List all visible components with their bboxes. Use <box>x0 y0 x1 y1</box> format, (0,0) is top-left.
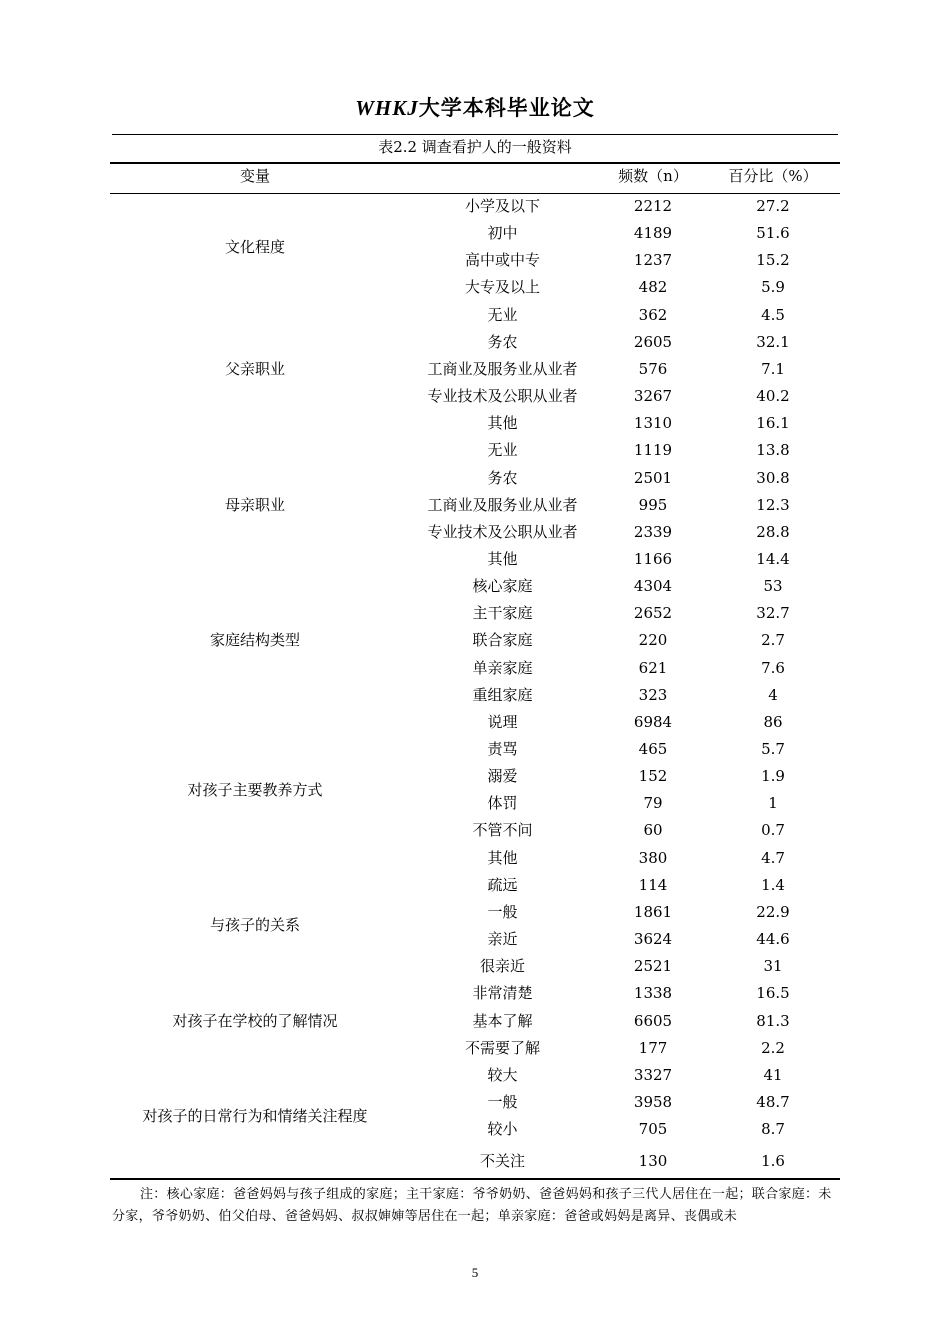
percent-cell: 5.9 <box>761 278 785 297</box>
table-note: 注：核心家庭：爸爸妈妈与孩子组成的家庭；主干家庭：爷爷奶奶、爸爸妈妈和孩子三代人居住在一起；联合家庭：未分家，爷爷奶奶、伯父伯母、爸爸妈妈、叔叔婶婶等居住在一起；单亲家庭：爸爸或妈妈是离异、丧偶或未 <box>112 1187 832 1224</box>
percent-cell: 2.7 <box>761 631 785 650</box>
item-cell: 溺爱 <box>487 767 518 786</box>
item-cell: 务农 <box>487 332 518 351</box>
percent-cell: 22.9 <box>756 902 790 921</box>
item-cell: 说理 <box>487 712 518 731</box>
percent-cell: 0.7 <box>761 821 785 840</box>
frequency-cell: 79 <box>643 794 663 813</box>
percent-cell: 27.2 <box>756 197 790 215</box>
frequency-cell: 1310 <box>633 414 673 433</box>
group-label: 母亲职业 <box>224 495 285 514</box>
percent-cell: 30.8 <box>756 468 790 487</box>
frequency-cell: 1119 <box>633 441 673 460</box>
frequency-cell: 705 <box>638 1120 668 1139</box>
group-label: 对孩子的日常行为和情绪关注程度 <box>142 1106 368 1125</box>
frequency-cell: 323 <box>638 685 668 704</box>
percent-cell: 14.4 <box>756 549 790 568</box>
item-cell: 非常清楚 <box>472 984 533 1003</box>
item-cell: 一般 <box>487 1092 518 1111</box>
group-label: 与孩子的关系 <box>209 916 300 935</box>
percent-cell: 1.4 <box>761 875 785 894</box>
frequency-cell: 4304 <box>633 577 673 596</box>
item-cell: 高中或中专 <box>464 251 540 270</box>
percent-cell: 41 <box>763 1065 783 1084</box>
frequency-cell: 1237 <box>633 251 673 270</box>
frequency-cell: 3327 <box>633 1065 673 1084</box>
item-cell: 体罚 <box>487 794 518 813</box>
percent-cell: 32.7 <box>756 604 790 623</box>
frequency-cell: 6984 <box>633 712 673 731</box>
percent-cell: 81.3 <box>756 1011 790 1030</box>
frequency-cell: 576 <box>638 359 668 378</box>
table-header-rule <box>110 193 840 194</box>
group-label: 文化程度 <box>224 237 285 256</box>
item-cell: 专业技术及公职从业者 <box>427 522 578 541</box>
item-cell: 不需要了解 <box>464 1038 540 1057</box>
frequency-cell: 114 <box>638 875 668 894</box>
percent-cell: 7.6 <box>761 658 785 677</box>
percent-cell: 53 <box>763 577 783 596</box>
frequency-cell: 220 <box>638 631 668 650</box>
percent-cell: 1.9 <box>761 767 785 786</box>
item-cell: 亲近 <box>487 930 518 949</box>
frequency-cell: 130 <box>638 1152 668 1171</box>
frequency-cell: 6605 <box>633 1011 673 1030</box>
item-cell: 务农 <box>487 468 518 487</box>
table-caption: 表2.2 调查看护人的一般资料 <box>378 138 572 156</box>
item-cell: 大专及以上 <box>464 278 540 297</box>
group-label: 对孩子主要教养方式 <box>187 780 323 799</box>
frequency-cell: 3624 <box>633 930 673 949</box>
item-cell: 基本了解 <box>472 1011 533 1030</box>
table-top-rule <box>110 162 840 164</box>
frequency-cell: 60 <box>643 821 663 840</box>
header-rule <box>112 134 838 135</box>
frequency-cell: 1861 <box>633 902 673 921</box>
item-cell: 初中 <box>487 224 518 243</box>
item-cell: 核心家庭 <box>472 577 533 596</box>
percent-cell: 44.6 <box>756 930 790 949</box>
frequency-cell: 2652 <box>633 604 673 623</box>
frequency-cell: 2339 <box>633 522 673 541</box>
item-cell: 小学及以下 <box>464 197 540 215</box>
group-label: 父亲职业 <box>224 359 285 378</box>
header-title-text: 大学本科毕业论文 <box>418 95 595 120</box>
percent-cell: 32.1 <box>756 332 790 351</box>
frequency-cell: 995 <box>638 495 668 514</box>
item-cell: 很亲近 <box>479 957 525 976</box>
frequency-cell: 4189 <box>633 224 673 243</box>
frequency-cell: 482 <box>638 278 668 297</box>
column-header-percent: 百分比（%） <box>728 167 818 185</box>
item-cell: 疏远 <box>487 875 518 894</box>
column-header-variable: 变量 <box>239 167 270 185</box>
frequency-cell: 1338 <box>633 984 673 1003</box>
group-label: 家庭结构类型 <box>209 631 300 650</box>
item-cell: 主干家庭 <box>472 604 533 623</box>
frequency-cell: 621 <box>638 658 668 677</box>
percent-cell: 31 <box>763 957 783 976</box>
percent-cell: 4.7 <box>761 848 785 867</box>
item-cell: 一般 <box>487 902 518 921</box>
percent-cell: 13.8 <box>756 441 790 460</box>
item-cell: 专业技术及公职从业者 <box>427 387 578 406</box>
frequency-cell: 2605 <box>633 332 673 351</box>
table-bottom-rule <box>110 1178 840 1180</box>
percent-cell: 4 <box>768 685 778 704</box>
page-header-title <box>0 92 950 122</box>
group-label: 对孩子在学校的了解情况 <box>172 1011 338 1030</box>
percent-cell: 40.2 <box>756 387 790 406</box>
percent-cell: 4.5 <box>761 305 785 324</box>
percent-cell: 51.6 <box>756 224 790 243</box>
frequency-cell: 2501 <box>633 468 673 487</box>
percent-cell: 16.1 <box>756 414 790 433</box>
percent-cell: 7.1 <box>761 359 785 378</box>
frequency-cell: 465 <box>638 740 668 758</box>
percent-cell: 12.3 <box>756 495 790 514</box>
item-cell: 其他 <box>487 414 518 433</box>
percent-cell: 28.8 <box>756 522 790 541</box>
frequency-cell: 380 <box>638 848 668 867</box>
frequency-cell: 3958 <box>633 1092 673 1111</box>
item-cell: 联合家庭 <box>472 631 533 650</box>
percent-cell: 15.2 <box>756 251 790 270</box>
percent-cell: 2.2 <box>761 1038 785 1057</box>
frequency-cell: 362 <box>638 305 668 324</box>
column-header-frequency: 频数（n） <box>618 167 688 185</box>
item-cell: 较大 <box>487 1065 518 1084</box>
frequency-cell: 1166 <box>633 549 673 568</box>
item-cell: 其他 <box>487 549 518 568</box>
percent-cell: 1.6 <box>761 1152 785 1171</box>
percent-cell: 16.5 <box>756 984 790 1003</box>
percent-cell: 5.7 <box>761 740 785 758</box>
item-cell: 不关注 <box>479 1152 525 1171</box>
item-cell: 无业 <box>487 305 518 324</box>
item-cell: 较小 <box>487 1120 518 1139</box>
frequency-cell: 2521 <box>633 957 673 976</box>
item-cell: 重组家庭 <box>472 685 533 704</box>
item-cell: 工商业及服务业从业者 <box>427 359 578 378</box>
item-cell: 单亲家庭 <box>472 658 533 677</box>
item-cell: 不管不问 <box>472 821 533 840</box>
page-number: 5 <box>471 1265 479 1280</box>
percent-cell: 8.7 <box>761 1120 785 1139</box>
item-cell: 工商业及服务业从业者 <box>427 495 578 514</box>
header-title-latin: WHKJ <box>355 96 419 120</box>
frequency-cell: 177 <box>638 1038 668 1057</box>
item-cell: 无业 <box>487 441 518 460</box>
item-cell: 其他 <box>487 848 518 867</box>
frequency-cell: 2212 <box>633 197 673 215</box>
item-cell: 责骂 <box>487 740 518 758</box>
frequency-cell: 3267 <box>633 387 673 406</box>
frequency-cell: 152 <box>638 767 668 786</box>
percent-cell: 48.7 <box>756 1092 790 1111</box>
percent-cell: 1 <box>768 794 778 813</box>
percent-cell: 86 <box>763 712 783 731</box>
